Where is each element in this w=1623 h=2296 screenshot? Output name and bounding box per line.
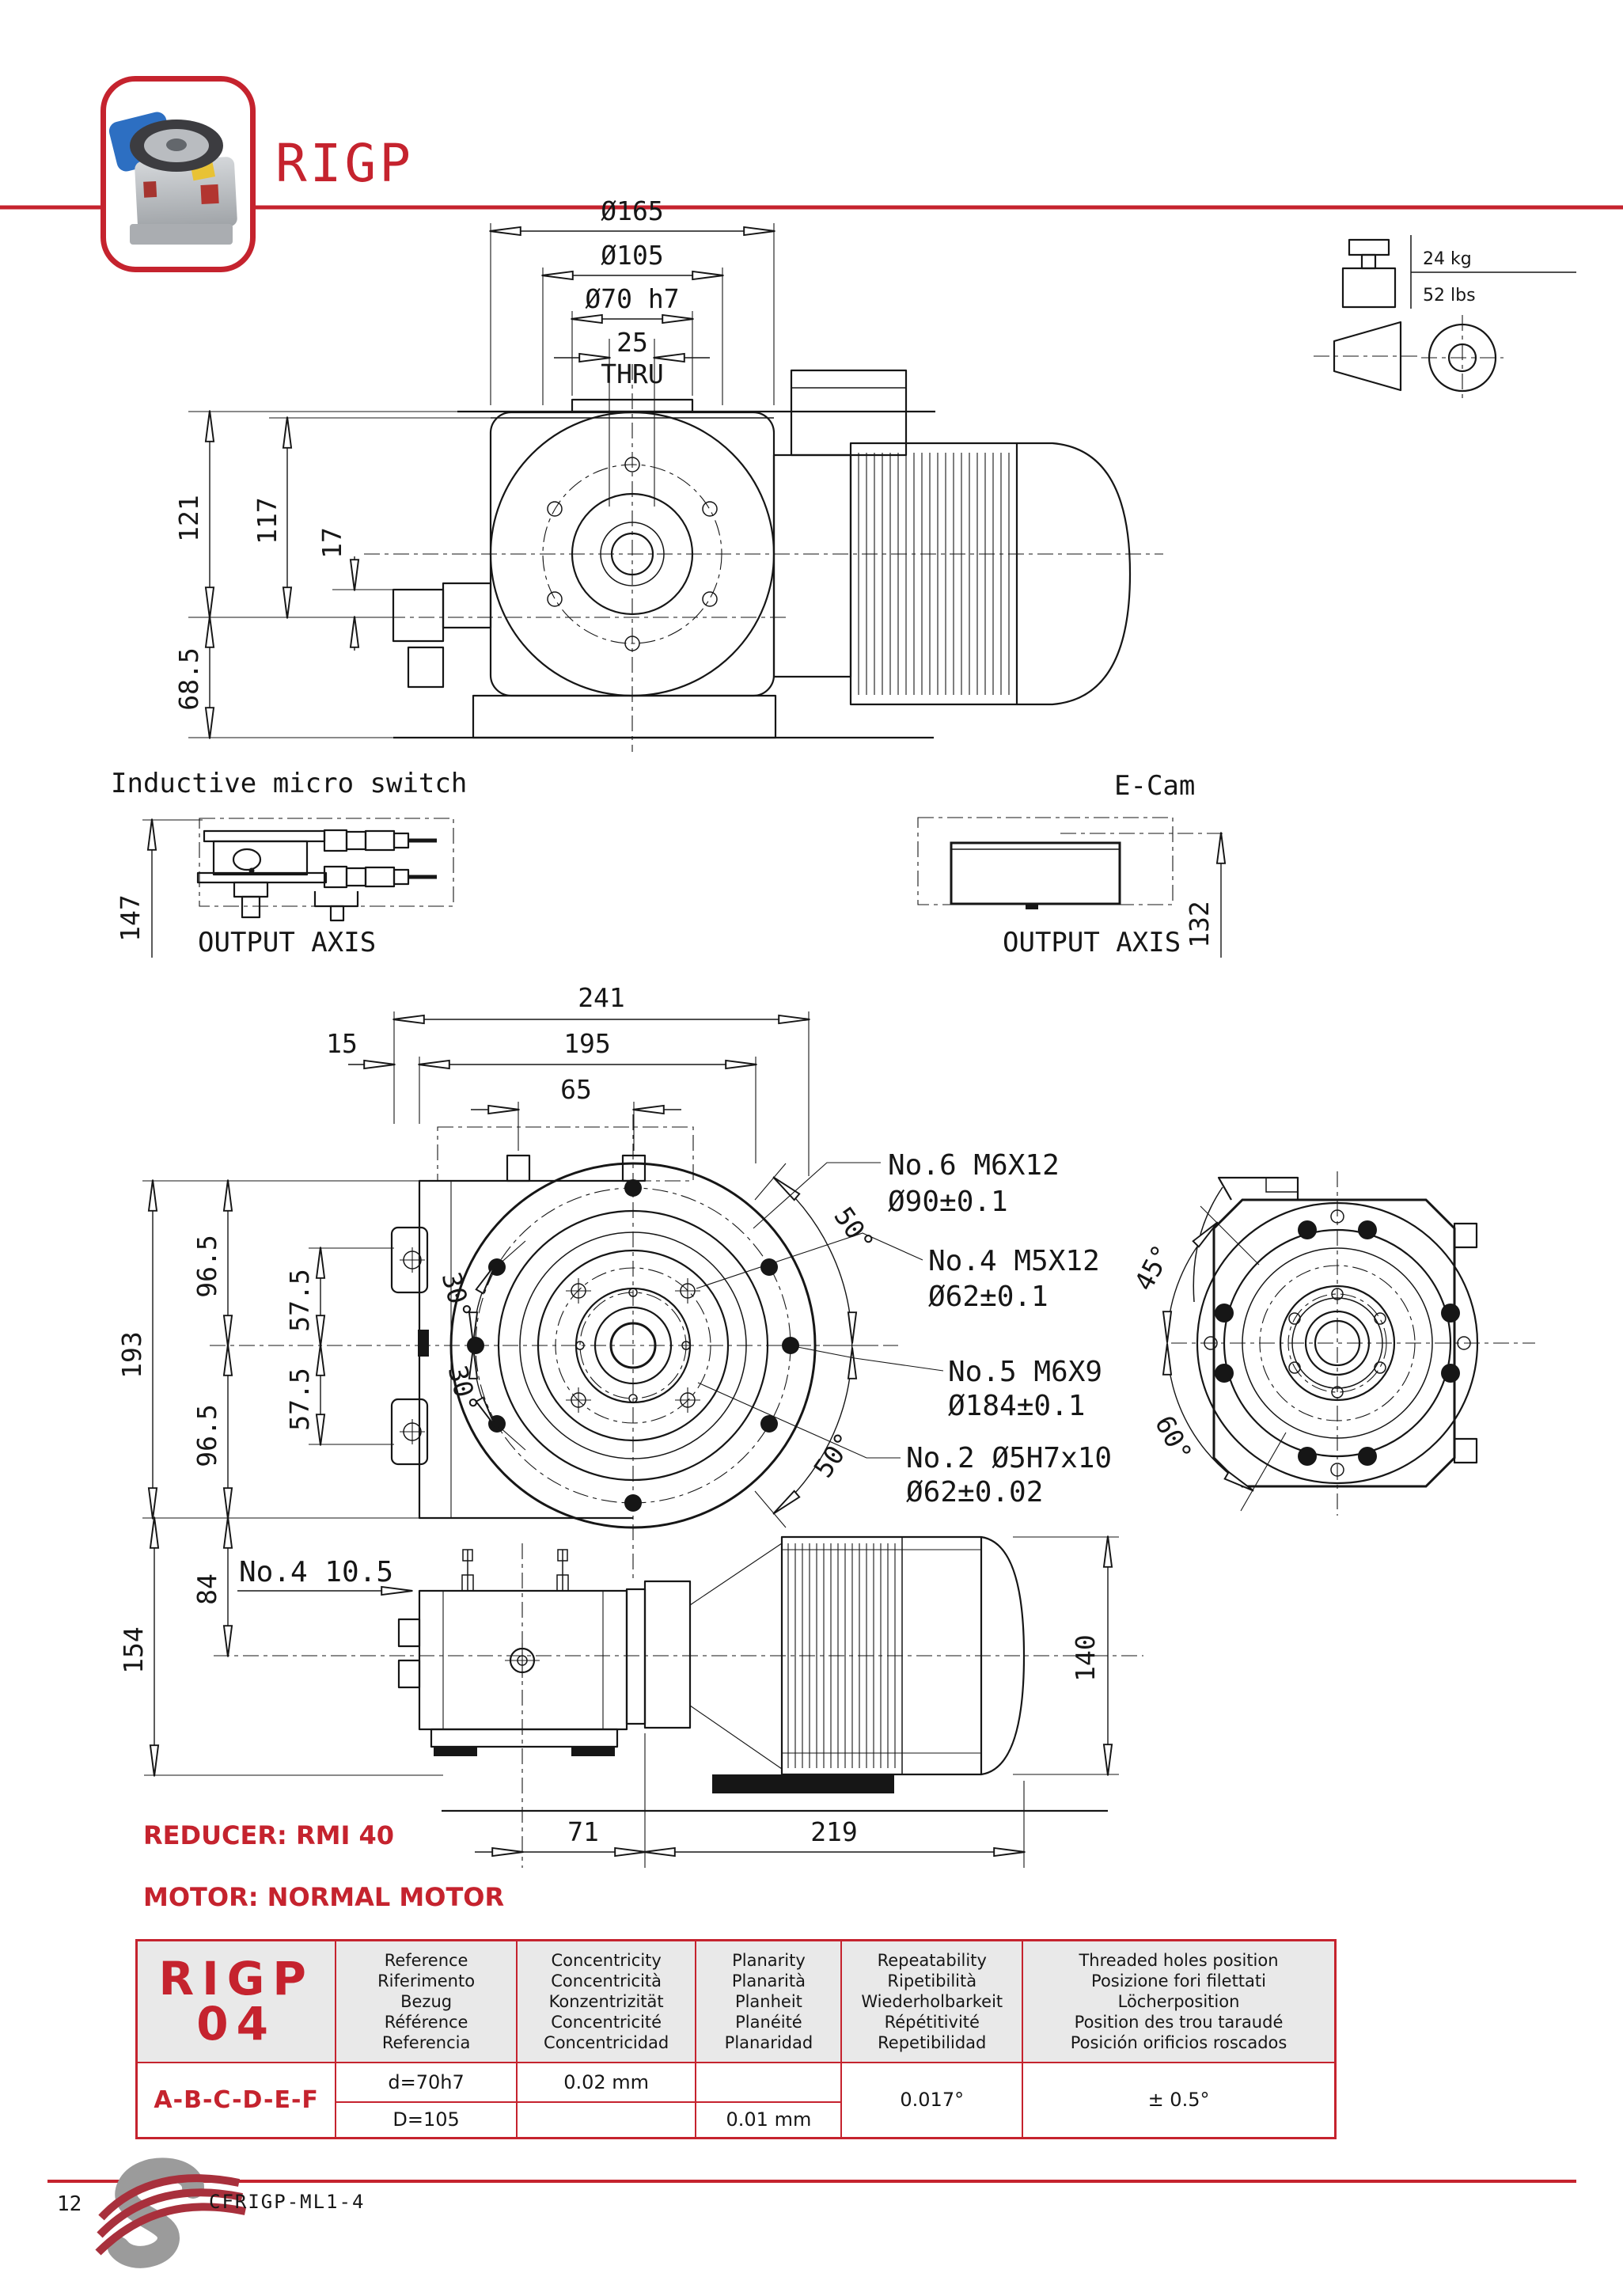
- angle-60: 60°: [1148, 1410, 1199, 1467]
- annotation-no5-dia: Ø184±0.1: [948, 1390, 1086, 1422]
- planarity-value: 0.01 mm: [696, 2102, 841, 2139]
- micro-switch-title: Inductive micro switch: [111, 768, 468, 799]
- dim-241: 241: [578, 982, 625, 1013]
- top-view-drawing: [173, 195, 1163, 752]
- concentricity-value: 0.02 mm: [517, 2063, 696, 2102]
- annotation-no4: No.4 M5X12: [928, 1245, 1100, 1277]
- weight-kg: 24 kg: [1423, 249, 1472, 269]
- reference-d-value: d=70h7: [336, 2063, 517, 2102]
- model-name: RIGP: [158, 1951, 314, 2006]
- dim-57-5-top: 57.5: [284, 1269, 315, 1332]
- col-header-reference: Reference Riferimento Bezug Référence Referencia: [336, 1941, 517, 2063]
- concentricity-empty-cell: [517, 2102, 696, 2139]
- dim-57-5-bottom: 57.5: [284, 1368, 315, 1431]
- repeatability-value: 0.017°: [841, 2063, 1022, 2139]
- col-header-threaded-holes: Threaded holes position Posizione fori filettati Löcherposition Position des trou taraudé Posición orificios roscados: [1022, 1941, 1335, 2063]
- threaded-holes-value: ± 0.5°: [1022, 2063, 1335, 2139]
- col-header-concentricity: Concentricity Concentricità Konzentrizität Concentricité Concentricidad: [517, 1941, 696, 2063]
- photo-base: [130, 224, 233, 245]
- dim-96-5-bottom: 96.5: [191, 1404, 222, 1467]
- dim-68-5: 68.5: [173, 647, 204, 711]
- annotation-no2-dia: Ø62±0.02: [906, 1476, 1044, 1509]
- ecam-output-axis: OUTPUT AXIS: [1003, 927, 1181, 958]
- company-logo: [98, 2169, 245, 2256]
- dim-d105: Ø105: [601, 240, 664, 271]
- dim-thru: THRU: [601, 359, 664, 389]
- reference-D-value: D=105: [336, 2102, 517, 2139]
- product-photo: [100, 76, 256, 272]
- main-front-view: [116, 982, 1112, 1775]
- annotation-no5: No.5 M6X9: [948, 1356, 1103, 1388]
- spec-table: [135, 1939, 1337, 2139]
- red-label-2: [143, 181, 157, 198]
- dim-25: 25: [616, 327, 648, 358]
- model-size: 04: [196, 1996, 277, 2051]
- angle-45: 45°: [1128, 1239, 1178, 1296]
- dim-15: 15: [326, 1028, 358, 1059]
- document-code: CFRIGP-ML1-4: [209, 2191, 366, 2213]
- dim-193: 193: [116, 1331, 147, 1379]
- red-label: [200, 184, 218, 204]
- angle-50-bottom: 50°: [807, 1426, 860, 1484]
- annotation-no4-dia: Ø62±0.1: [928, 1281, 1049, 1313]
- page-title: RIGP: [275, 133, 414, 194]
- dim-195: 195: [563, 1028, 611, 1059]
- dim-147: 147: [115, 894, 146, 942]
- col-header-repeatability: Repeatability Ripetibilità Wiederholbarkeit Répétitivité Repetibilidad: [841, 1941, 1022, 2063]
- dim-219: 219: [810, 1816, 858, 1847]
- dim-132: 132: [1184, 901, 1215, 948]
- model-cell: [137, 1941, 336, 2063]
- angle-30-top: 30°: [435, 1269, 478, 1323]
- dim-d165: Ø165: [601, 195, 664, 226]
- dim-121: 121: [173, 495, 204, 542]
- dim-154: 154: [118, 1626, 149, 1674]
- annotation-no6: No.6 M6X12: [888, 1149, 1060, 1182]
- motor-note: MOTOR: NORMAL MOTOR: [143, 1882, 505, 1912]
- flange-photo-part: [130, 120, 223, 172]
- dim-140: 140: [1070, 1634, 1101, 1682]
- dim-d70h7: Ø70 h7: [585, 283, 680, 314]
- dim-65: 65: [560, 1074, 592, 1105]
- dim-117: 117: [252, 497, 283, 545]
- ecam-title: E-Cam: [1114, 770, 1196, 802]
- angle-50-top: 50°: [828, 1201, 881, 1258]
- annotation-no6-dia: Ø90±0.1: [888, 1186, 1008, 1218]
- planarity-empty-cell: [696, 2063, 841, 2102]
- dim-17: 17: [317, 527, 347, 559]
- dim-96-5-top: 96.5: [191, 1235, 222, 1298]
- projection-symbol: [1314, 315, 1504, 400]
- annotation-no2: No.2 Ø5H7x10: [906, 1442, 1113, 1474]
- page-number: 12: [57, 2192, 82, 2216]
- micro-switch-section: [111, 768, 467, 958]
- angle-30-bottom: 30°: [442, 1362, 484, 1416]
- weight-block: [1343, 235, 1576, 309]
- right-side-view: [1128, 1171, 1535, 1516]
- col-header-planarity: Planarity Planarità Planheit Planéité Planaridad: [696, 1941, 841, 2063]
- micro-switch-output-axis: OUTPUT AXIS: [198, 927, 377, 958]
- reducer-note: REDUCER: RMI 40: [143, 1820, 395, 1850]
- weight-lbs: 52 lbs: [1423, 286, 1476, 306]
- ecam-section: [918, 770, 1225, 958]
- annotation-no4-holes: No.4 10.5: [239, 1556, 394, 1588]
- series-label: A-B-C-D-E-F: [137, 2063, 336, 2139]
- dim-71: 71: [567, 1816, 599, 1847]
- dim-84: 84: [191, 1573, 222, 1605]
